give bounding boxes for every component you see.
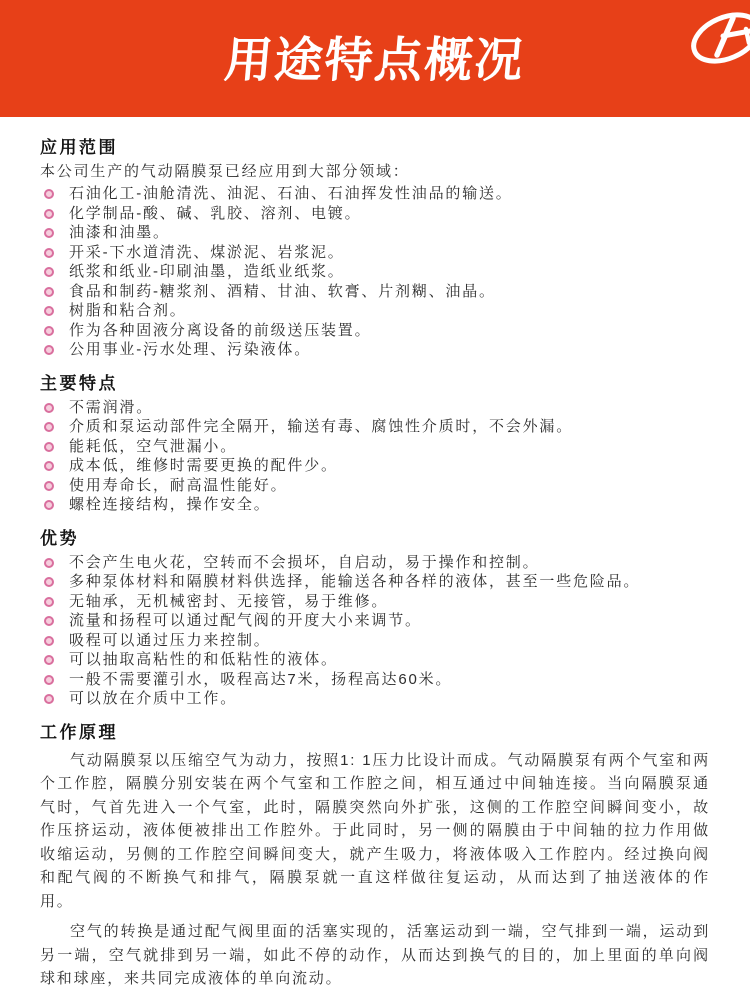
- section-4: [40, 723, 710, 991]
- section-heading: 工作原理: [40, 722, 118, 742]
- bullet-icon: [44, 306, 54, 316]
- bullet-icon: [44, 209, 54, 219]
- section-heading: 主要特点: [40, 373, 118, 393]
- bullet-item: 公用事业-污水处理、污染液体。: [40, 340, 710, 360]
- section-2: [40, 374, 710, 515]
- bullet-item: 螺栓连接结构，操作安全。: [40, 495, 710, 515]
- bullet-icon: [44, 287, 54, 297]
- section-heading: 应用范围: [40, 138, 118, 157]
- brand-logo-icon: [686, 7, 750, 71]
- bullet-icon: [44, 228, 54, 238]
- bullet-item: 能耗低，空气泄漏小。: [40, 437, 710, 457]
- bullet-list: [40, 553, 710, 709]
- bullet-item: 流量和扬程可以通过配气阀的开度大小来调节。: [40, 611, 710, 631]
- bullet-item: 可以放在介质中工作。: [40, 689, 710, 709]
- bullet-icon: [44, 616, 54, 626]
- bullet-list: [40, 398, 710, 515]
- bullet-icon: [44, 597, 54, 607]
- document-body: [0, 117, 750, 991]
- bullet-item: 使用寿命长，耐高温性能好。: [40, 476, 710, 496]
- bullet-icon: [44, 675, 54, 685]
- bullet-icon: [44, 481, 54, 491]
- bullet-icon: [44, 442, 54, 452]
- bullet-item: 介质和泵运动部件完全隔开，输送有毒、腐蚀性介质时，不会外漏。: [40, 417, 710, 437]
- bullet-item: 一般不需要灌引水，吸程高达7米，扬程高达60米。: [40, 670, 710, 690]
- bullet-item: 吸程可以通过压力来控制。: [40, 631, 710, 651]
- bullet-icon: [44, 461, 54, 471]
- bullet-icon: [44, 558, 54, 568]
- section-intro: 本公司生产的气动隔膜泵已经应用到大部分领域：: [40, 163, 410, 180]
- principle-paragraph: 空气的转换是通过配气阀里面的活塞实现的，活塞运动到一端，空气排到一端，运动到另一端，空气就排到另一端，如此不停的动作，从而达到换气的目的，加上里面的单向阀球和球座，来共同完成液体的单向流动。: [40, 923, 710, 987]
- bullet-item: 开采-下水道清洗、煤淤泥、岩浆泥。: [40, 243, 710, 263]
- section-heading: 优势: [40, 528, 79, 548]
- bullet-item: 石油化工-油舱清洗、油泥、石油、石油挥发性油品的输送。: [40, 184, 710, 204]
- bullet-item: 纸浆和纸业-印刷油墨，造纸业纸浆。: [40, 262, 710, 282]
- bullet-item: 化学制品-酸、碱、乳胶、溶剂、电镀。: [40, 204, 710, 224]
- bullet-item: 成本低，维修时需要更换的配件少。: [40, 456, 710, 476]
- bullet-item: 油漆和油墨。: [40, 223, 710, 243]
- bullet-icon: [44, 577, 54, 587]
- section-1: [40, 138, 710, 360]
- bullet-item: 不会产生电火花，空转而不会损坏，自启动，易于操作和控制。: [40, 553, 710, 573]
- bullet-icon: [44, 655, 54, 665]
- page-title: 用途特点概况: [222, 34, 527, 88]
- bullet-item: 树脂和粘合剂。: [40, 301, 710, 321]
- bullet-icon: [44, 403, 54, 413]
- page-header-banner: [0, 0, 750, 117]
- bullet-item: 多种泵体材料和隔膜材料供选择，能输送各种各样的液体，甚至一些危险品。: [40, 572, 710, 592]
- bullet-icon: [44, 422, 54, 432]
- bullet-icon: [44, 694, 54, 704]
- bullet-icon: [44, 326, 54, 336]
- bullet-icon: [44, 345, 54, 355]
- section-3: [40, 529, 710, 709]
- bullet-item: 作为各种固液分离设备的前级送压装置。: [40, 321, 710, 341]
- bullet-icon: [44, 267, 54, 277]
- bullet-icon: [44, 189, 54, 199]
- bullet-list: [40, 184, 710, 360]
- bullet-icon: [44, 636, 54, 646]
- bullet-item: 食品和制药-糖浆剂、酒精、甘油、软膏、片剂糊、油晶。: [40, 282, 710, 302]
- bullet-icon: [44, 248, 54, 258]
- bullet-icon: [44, 500, 54, 510]
- bullet-item: 不需润滑。: [40, 398, 710, 418]
- principle-paragraph: 气动隔膜泵以压缩空气为动力，按照1: 1压力比设计而成。气动隔膜泵有两个气室和两个工作腔，隔膜分别安装在两个气室和工作腔之间，相互通过中间轴连接。当向隔膜泵通气时，气首先进入一个气室，此时，隔膜突然向外扩张，这侧的工作腔空间瞬间变小，故作压挤运动，液体便被排出工作腔外。于此同时，另一侧的隔膜由于中间轴的拉力作用做收缩运动，另侧的工作腔空间瞬间变大，就产生吸力，将液体吸入工作腔内。经过换向阀和配气阀的不断换气和排气，隔膜泵就一直这样做往复运动，从而达到了抽送液体的作用。: [40, 751, 710, 910]
- bullet-item: 可以抽取高粘性的和低粘性的液体。: [40, 650, 710, 670]
- bullet-item: 无轴承，无机械密封、无接管，易于维修。: [40, 592, 710, 612]
